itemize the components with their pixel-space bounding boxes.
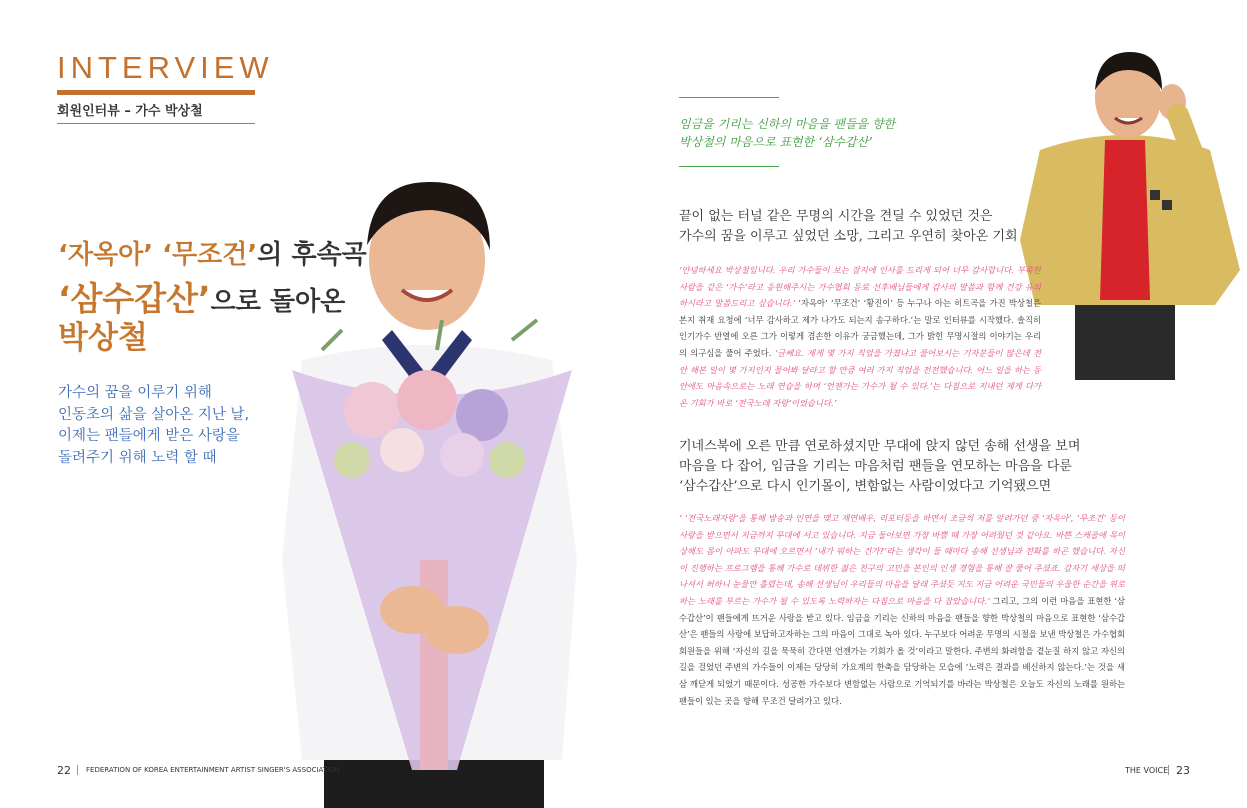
- title-underline-bar: [57, 90, 255, 95]
- pull-quote-line: 박상철의 마음으로 표현한 ‘삼수갑산’: [679, 135, 872, 149]
- singer-with-bouquet-photo: [262, 160, 592, 808]
- headline-rest-2: 으로 돌아온: [210, 287, 346, 317]
- headline-name: 박상철: [58, 320, 148, 356]
- lead-line: 돌려주기 위해 노력 할 때: [58, 449, 217, 466]
- pull-quote-line: 임금을 기리는 신하의 마음을 팬들을 향한: [679, 117, 896, 131]
- pullquote-rule-bottom: [679, 166, 779, 167]
- headline-rest-1: 의 후속곡: [257, 240, 367, 270]
- headline-song-1: ‘자옥아’: [58, 240, 154, 270]
- page-number-left: 22: [57, 764, 71, 777]
- subheading-line: ‘삼수갑산’으로 다시 인기몰이, 변함없는 사람이었다고 기억됐으면: [679, 479, 1052, 494]
- footer-divider: [1168, 765, 1169, 775]
- subheading-quote-2: [679, 437, 1080, 497]
- lead-text: [58, 383, 249, 469]
- interview-quote: ‘ ‘전국노래자랑’을 통해 방송과 인연을 맺고 재연배우, 리포터등을 하면서 조금씩 저를 알려가던 중 ‘자옥아’, ‘무조건’ 등이 사랑을 받으면서 지금까지 무대에 서고 있습니다. 지금 돌아보면 가장 바쁠 때 가장 어려웠던 것 같아요. 바쁜 스케줄에 목이 상해도 몸이 아파도 무대에 오르면서 ‘내가 뭐하는 건가?’라는 생각이 들 때마다 송해 선생님과 전화를 하곤 했습니다. 자신이 진행하는 프로그램을 통해 가수로 데뷔한 젊은 친구의 고민을 본인의 인생 경험을 통해 잘 풀어 주셨죠. 갑자기 세상을 떠나셔서 허하니 눈물만 흘렸는데, 송해 선생님이 우리들의 마음을 달래 주셨듯 지도 지금 어려운 국민들의 우울한 순간을 위로하는 노래를 부르는 가수가 될 수 있도록 노력하자는 다짐으로 마음을 다 잡았습니다.’: [679, 513, 1125, 606]
- footer-association-name: FEDERATION OF KOREA ENTERTAINMENT ARTIST SINGER'S ASSOCIATION: [86, 766, 340, 774]
- subheading-line: 가수의 꿈을 이루고 싶었던 소망, 그리고 우연히 찾아온 기회: [679, 229, 1018, 244]
- body-text: ‘자옥아’ ‘무조건’ ‘황진이’ 등 누구나 아는 히트곡을 가진 박상철은 본지 취재 요청에 ‘너무 감사하고 제가 나가도 되는지 송구하다.’는 말로 인터뷰를 시작했다. 솔직히 인기가수 반열에 오른 그가 이렇게 겸손한 이유가 궁금했는데, 그가 밝힌 무명시절의 이야기는 우리의 의구심을 풀어 주었다.: [679, 298, 1041, 358]
- lead-line: 인동초의 삶을 살아온 지난 날,: [58, 406, 250, 423]
- lead-line: 이제는 팬들에게 받은 사랑을: [58, 428, 240, 444]
- footer-magazine-name: THE VOICE: [1125, 766, 1169, 775]
- subheading-line: 마음을 다 잡어, 임금을 기리는 마음처럼 팬들을 연모하는 마음을 다룬: [679, 459, 1072, 474]
- subheading-quote-1: [679, 207, 1018, 247]
- headline-song-2: ‘무조건’: [162, 240, 258, 270]
- interview-quote: ‘글쎄요. 제게 몇 가지 직업을 가졌냐고 물어보시는 기자분들이 많은데 전 안 해본 일이 몇 가지인지 물어봐 달라고 할 만큼 여러 가지 직업을 전전했습니다. 어느 일을 하는 동안에도 마음속으로는 노래 연습을 하며 ‘언젠가는 가수가 될 수 있다.’는 다짐으로 지내던 제게 다가 온 기회가 바로 ‘전국노래 자랑’이었습니다.’: [679, 347, 1041, 408]
- subheading-line: 끝이 없는 터널 같은 무명의 시간을 견딜 수 있었던 것은: [679, 209, 993, 224]
- interview-quote: ‘안녕하세요 박상철입니다. 우리 가수들이 보는 잡지에 인사를 드리게 되어 너무 감사합니다. 부족한 사람을 같은 ‘가수’라고 응원해주시는 가수협회 동료 선후배님들에게 감사의 말씀과 함께 건강 유의하시라고 말씀드리고 싶습니다.’: [679, 265, 1041, 309]
- subheading-line: 기네스북에 오른 만큼 연로하셨지만 무대에 앉지 않던 송해 선생을 보며: [679, 439, 1081, 454]
- body-text: 그리고, 그의 이런 마음을 표현한 ‘삼수갑산’이 팬들에게 뜨거운 사랑을 받고 있다. 임금을 기리는 신하의 마음을 팬들을 향한 박상철의 마음으로 표현한 ‘삼수갑산’은 팬들의 사랑에 보답하고자하는 그의 마음이 그대로 녹아 있다. 누구보다 어려운 무명의 시절을 보낸 박상철은 가수협회 회원들을 위해 ‘자신의 길을 묵묵히 간다면 언젠가는 기회가 올 것’이라고 말한다. 주변의 화려함을 곁눈질 하지 않고 자신의 길을 걸었던 주변의 가수들이 이제는 당당히 가요계의 한축을 담당하는 모습에 ‘노력은 결과를 배신하지 않는다.’는 것을 새삼 깨닫게 되었기 때문이다. 성공한 가수보다 변함없는 사람으로 기억되기를 바라는 박상철은 오늘도 자신의 노래를 원하는 팬들이 있는 곳을 향해 무조건 달려가고 있다.: [679, 595, 1125, 706]
- pullquote-rule-top: [679, 97, 779, 98]
- body-paragraph-2: [679, 510, 1125, 709]
- page-number-right: 23: [1176, 764, 1190, 777]
- kicker: 회원인터뷰 – 가수 박상철: [57, 104, 203, 119]
- section-title: INTERVIEW: [57, 50, 274, 85]
- kicker-divider: [57, 123, 255, 124]
- footer-divider: [77, 765, 78, 775]
- pull-quote: [679, 115, 895, 151]
- lead-line: 가수의 꿈을 이루기 위해: [58, 385, 212, 401]
- headline-song-3: ‘삼수갑산’: [58, 279, 211, 318]
- body-paragraph-1: [679, 262, 1041, 411]
